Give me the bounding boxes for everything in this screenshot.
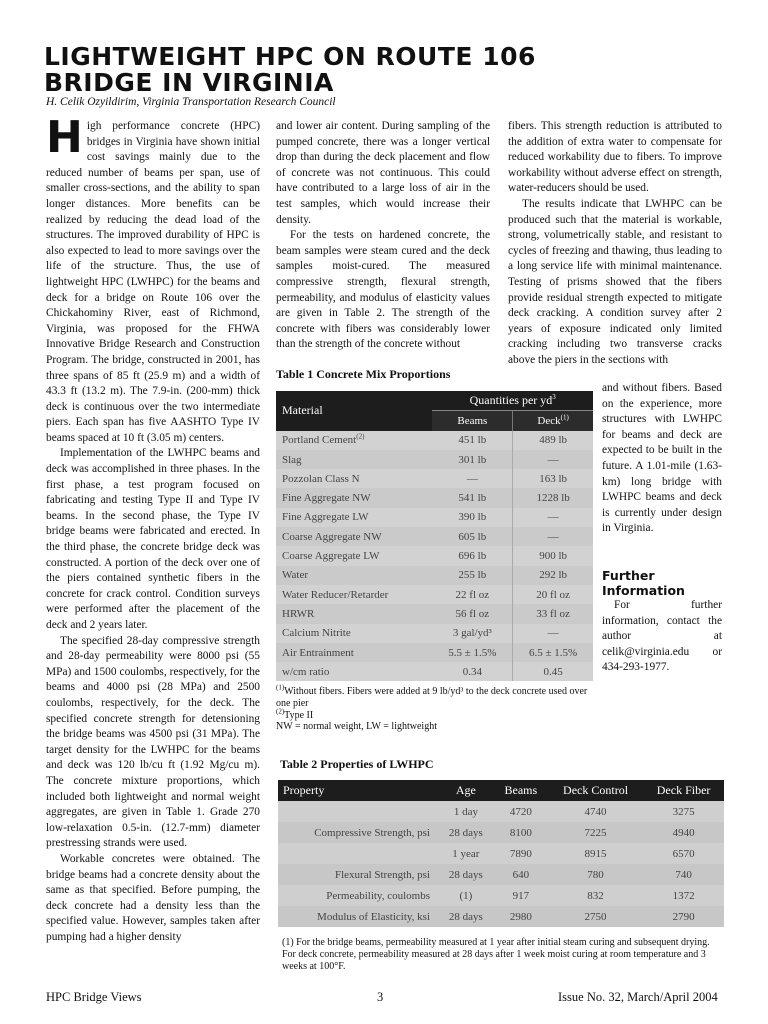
properties-table xyxy=(278,780,724,927)
footer-publication: HPC Bridge Views xyxy=(46,990,142,1004)
footnote: $^{(1)}$Without fibers. Fibers were added at 9 lb/yd³ to the deck concrete used over one pier xyxy=(276,683,588,709)
table-row xyxy=(278,843,724,864)
column-3 xyxy=(508,119,722,369)
table-row xyxy=(278,822,724,843)
column-1 xyxy=(46,112,260,945)
cell-deck-control: 8915 xyxy=(548,843,643,864)
cell-property: Compressive Strength, psi xyxy=(278,822,438,843)
table-row xyxy=(278,906,724,927)
cell-deck: 900 lb xyxy=(513,546,593,565)
paragraph: and lower air content. During sampling of the pumped concrete, there was a longer vertical drop than during the deck placement and flow of concrete was not continuous. This could have contributed to a large loss of air in the test samples, which would increase their density. xyxy=(276,120,490,226)
cell-deck-fiber: 2790 xyxy=(643,906,724,927)
table-row xyxy=(276,546,593,565)
cell-beams: 22 fl oz xyxy=(432,585,512,604)
cell-beams: 390 lb xyxy=(432,508,512,527)
cell-beams: 255 lb xyxy=(432,566,512,585)
col-beams: Beams xyxy=(494,780,548,801)
footnote: $^{(2)}$Type II xyxy=(276,707,314,721)
page-number: 3 xyxy=(377,990,384,1004)
table-row xyxy=(276,624,593,643)
table-row xyxy=(278,801,724,822)
cell-beams: 451 lb xyxy=(432,431,512,450)
cell-deck-fiber: 6570 xyxy=(643,843,724,864)
cell-deck-fiber: 1372 xyxy=(643,885,724,906)
further-information xyxy=(602,568,722,676)
column-2 xyxy=(276,119,490,353)
cell-property xyxy=(278,801,438,822)
cell-beams: 8100 xyxy=(494,822,548,843)
table-2-caption: Table 2 Properties of LWHPC xyxy=(280,757,434,771)
col-deck: Deck$^{(1)}$ xyxy=(513,411,593,431)
cell-material: Pozzolan Class N xyxy=(276,469,432,488)
cell-material: HRWR xyxy=(276,604,432,623)
cell-beams: — xyxy=(432,469,512,488)
cell-deck-control: 780 xyxy=(548,864,643,885)
col-quantities: Quantities per $yd^3$ xyxy=(432,391,593,411)
paragraph: For the tests on hardened concrete, the beam samples were steam cured and the deck samples moist-cured. The measured compressive strength, flexural strength, permeability, and modulus of elasticity values are given in Table 2. The strength of the concrete with fibers was considerably lower than the strength of the concrete without xyxy=(276,229,490,351)
drop-cap: H xyxy=(46,112,83,163)
cell-beams: 696 lb xyxy=(432,546,512,565)
cell-beams: 56 fl oz xyxy=(432,604,512,623)
table-row xyxy=(276,469,593,488)
further-text: For further information, contact the author at celik@virginia.edu or 434-293-1977. xyxy=(602,599,722,674)
cell-deck: — xyxy=(513,624,593,643)
cell-deck-fiber: 3275 xyxy=(643,801,724,822)
table-row xyxy=(276,643,593,662)
cell-material: Slag xyxy=(276,450,432,469)
cell-age: 1 day xyxy=(438,801,494,822)
cell-deck: 1228 lb xyxy=(513,488,593,507)
title-line-1: LIGHTWEIGHT HPC ON ROUTE 106 xyxy=(44,42,536,71)
cell-beams: 640 xyxy=(494,864,548,885)
table-row xyxy=(276,566,593,585)
cell-material: Air Entrainment xyxy=(276,643,432,662)
cell-beams: 2980 xyxy=(494,906,548,927)
col-property: Property xyxy=(278,780,438,801)
cell-deck: — xyxy=(513,508,593,527)
col-age: Age xyxy=(438,780,494,801)
cell-deck: — xyxy=(513,527,593,546)
cell-deck: 163 lb xyxy=(513,469,593,488)
table-row xyxy=(276,431,593,450)
paragraph: Workable concretes were obtained. The bridge beams had a concrete density about the same as that specified. Before pumping, the deck concrete had a density less than the specified value. However, samples taken after pumping had a higher density xyxy=(46,852,260,943)
mix-proportions-table xyxy=(276,391,593,681)
cell-deck-control: 7225 xyxy=(548,822,643,843)
cell-deck: 0.45 xyxy=(513,662,593,681)
cell-deck: — xyxy=(513,450,593,469)
table-row xyxy=(276,450,593,469)
cell-age: 1 year xyxy=(438,843,494,864)
cell-material: w/cm ratio xyxy=(276,662,432,681)
cell-material: Water xyxy=(276,566,432,585)
cell-beams: 917 xyxy=(494,885,548,906)
table-row xyxy=(276,508,593,527)
cell-material: Coarse Aggregate LW xyxy=(276,546,432,565)
title-line-2: BRIDGE IN VIRGINIA xyxy=(44,68,334,97)
cell-deck-control: 832 xyxy=(548,885,643,906)
table-row xyxy=(276,604,593,623)
article-title xyxy=(44,44,734,96)
cell-material: Calcium Nitrite xyxy=(276,624,432,643)
footnote: (1) For the bridge beams, permeability measured at 1 year after initial steam curing and subsequent drying. For deck concrete, permeability measured at 28 days after 1 week moist curing at room temperature and 3 weeks at 100°F. xyxy=(282,937,710,972)
cell-age: 28 days xyxy=(438,822,494,843)
footer-issue: Issue No. 32, March/April 2004 xyxy=(558,990,718,1004)
table-row xyxy=(276,585,593,604)
cell-material: Fine Aggregate NW xyxy=(276,488,432,507)
table-row xyxy=(276,662,593,681)
cell-property: Flexural Strength, psi xyxy=(278,864,438,885)
col-deck-fiber: Deck Fiber xyxy=(643,780,724,801)
col-deck-control: Deck Control xyxy=(548,780,643,801)
cell-material: Fine Aggregate LW xyxy=(276,508,432,527)
footnote: NW = normal weight, LW = lightweight xyxy=(276,721,437,733)
cell-beams: 5.5 ± 1.5% xyxy=(432,643,512,662)
table-row xyxy=(278,864,724,885)
paragraph: High performance concrete (HPC) bridges in Virginia have shown initial cost savings mainly due to the reduced number of beams per span, use of smaller cross-sections, and the ability to span longer distances. More benefits can be realized by reducing the dead load of the structures. The improved durability of HPC is also expected to lead to more savings over the life of the structure. Thus, the use of lightweight HPC (LWHPC) for the beams and deck for a bridge on Route 106 over the Chickahominy River, east of Richmond, Virginia, was proposed for the FHWA Innovative Bridge Research and Construction Program. The bridge, constructed in 2001, has three spans of 85 ft (25.9 m) and a width of 43.3 ft (13.2 m). The 7.9-in. (200-mm) thick deck is continuous over the two intermediate piers. Each span has five AASHTO Type IV beams spaced at 10 ft (3.05 m) centers. xyxy=(46,112,260,444)
table-2-footnote xyxy=(282,937,722,972)
cell-deck-fiber: 740 xyxy=(643,864,724,885)
column-3-continued xyxy=(602,381,722,537)
cell-age: 28 days xyxy=(438,864,494,885)
further-heading: Further Information xyxy=(602,568,685,598)
col-beams: Beams xyxy=(432,411,512,431)
cell-property: Modulus of Elasticity, ksi xyxy=(278,906,438,927)
cell-deck-control: 4740 xyxy=(548,801,643,822)
cell-deck: 6.5 ± 1.5% xyxy=(513,643,593,662)
cell-deck: 292 lb xyxy=(513,566,593,585)
cell-material: Portland Cement$^{(2)}$ xyxy=(276,431,432,450)
cell-deck: 489 lb xyxy=(513,431,593,450)
table-1-caption: Table 1 Concrete Mix Proportions xyxy=(276,367,451,381)
table-row xyxy=(276,527,593,546)
cell-property: Permeability, coulombs xyxy=(278,885,438,906)
cell-deck: 20 fl oz xyxy=(513,585,593,604)
cell-material: Coarse Aggregate NW xyxy=(276,527,432,546)
paragraph: fibers. This strength reduction is attributed to the addition of extra water to compensate for reduced workability due to fibers. To improve workability without adverse effect on strength, water-reducers should be used. xyxy=(508,120,722,195)
table-row xyxy=(276,488,593,507)
cell-age: (1) xyxy=(438,885,494,906)
cell-property xyxy=(278,843,438,864)
cell-deck-control: 2750 xyxy=(548,906,643,927)
paragraph: The specified 28-day compressive strength and 28-day permeability were 8000 psi (55 MPa) and 1500 coulombs, respectively, for the beams and 4000 psi (28 MPa) and 2500 coulombs, respectively, for the deck. The specified concrete strength for detensioning the bridge beams was 4500 psi (31 MPa). The target density for the LWHPC for the beams and deck was 120 lb/cu ft (1.92 Mg/cu m). The concrete mixture proportions, which included both lightweight and normal weight aggregates, are given in Table 1. Grade 270 low-relaxation 0.5-in. (12.7-mm) diameter prestressing strands were used. xyxy=(46,634,260,850)
col-material: Material xyxy=(276,391,432,431)
table-1-footnotes xyxy=(276,683,596,733)
cell-beams: 301 lb xyxy=(432,450,512,469)
paragraph: The results indicate that LWHPC can be produced such that the material is workable, strong, volumetrically stable, and resistant to cycles of freezing and thawing, thus leading to a long service life with minimal maintenance. Testing of prisms showed that the fibers provide residual strength expected to mitigate deck cracking. A condition survey after 2 years of exposure indicated only limited cracking including two transverse cracks above the piers in the sections with xyxy=(508,197,722,366)
cell-beams: 541 lb xyxy=(432,488,512,507)
table-row xyxy=(278,885,724,906)
cell-beams: 7890 xyxy=(494,843,548,864)
paragraph: Implementation of the LWHPC beams and deck was accomplished in three phases. In the first phase, a test program focused on fabricating and testing Type II and Type IV beams. In the second phase, the Type IV bridge beams were fabricated and erected. In the third phase, the concrete bridge deck was constructed. A portion of the deck over one of the piers contained synthetic fibers in the concrete for crack control. Condition surveys were performed after the placement of the deck and 2 years later. xyxy=(46,447,260,631)
cell-deck: 33 fl oz xyxy=(513,604,593,623)
cell-beams: 0.34 xyxy=(432,662,512,681)
cell-material: Water Reducer/Retarder xyxy=(276,585,432,604)
cell-beams: 3 gal/yd³ xyxy=(432,624,512,643)
cell-age: 28 days xyxy=(438,906,494,927)
cell-beams: 4720 xyxy=(494,801,548,822)
byline: H. Celik Ozyildirim, Virginia Transportation Research Council xyxy=(46,96,336,108)
paragraph: and without fibers. Based on the experience, more structures with LWHPC for beams and deck are expected to be built in the future. A 1.01-mile (1.63-km) long bridge with LWHPC beams and deck is currently under design in Virginia. xyxy=(602,382,722,535)
cell-deck-fiber: 4940 xyxy=(643,822,724,843)
cell-beams: 605 lb xyxy=(432,527,512,546)
